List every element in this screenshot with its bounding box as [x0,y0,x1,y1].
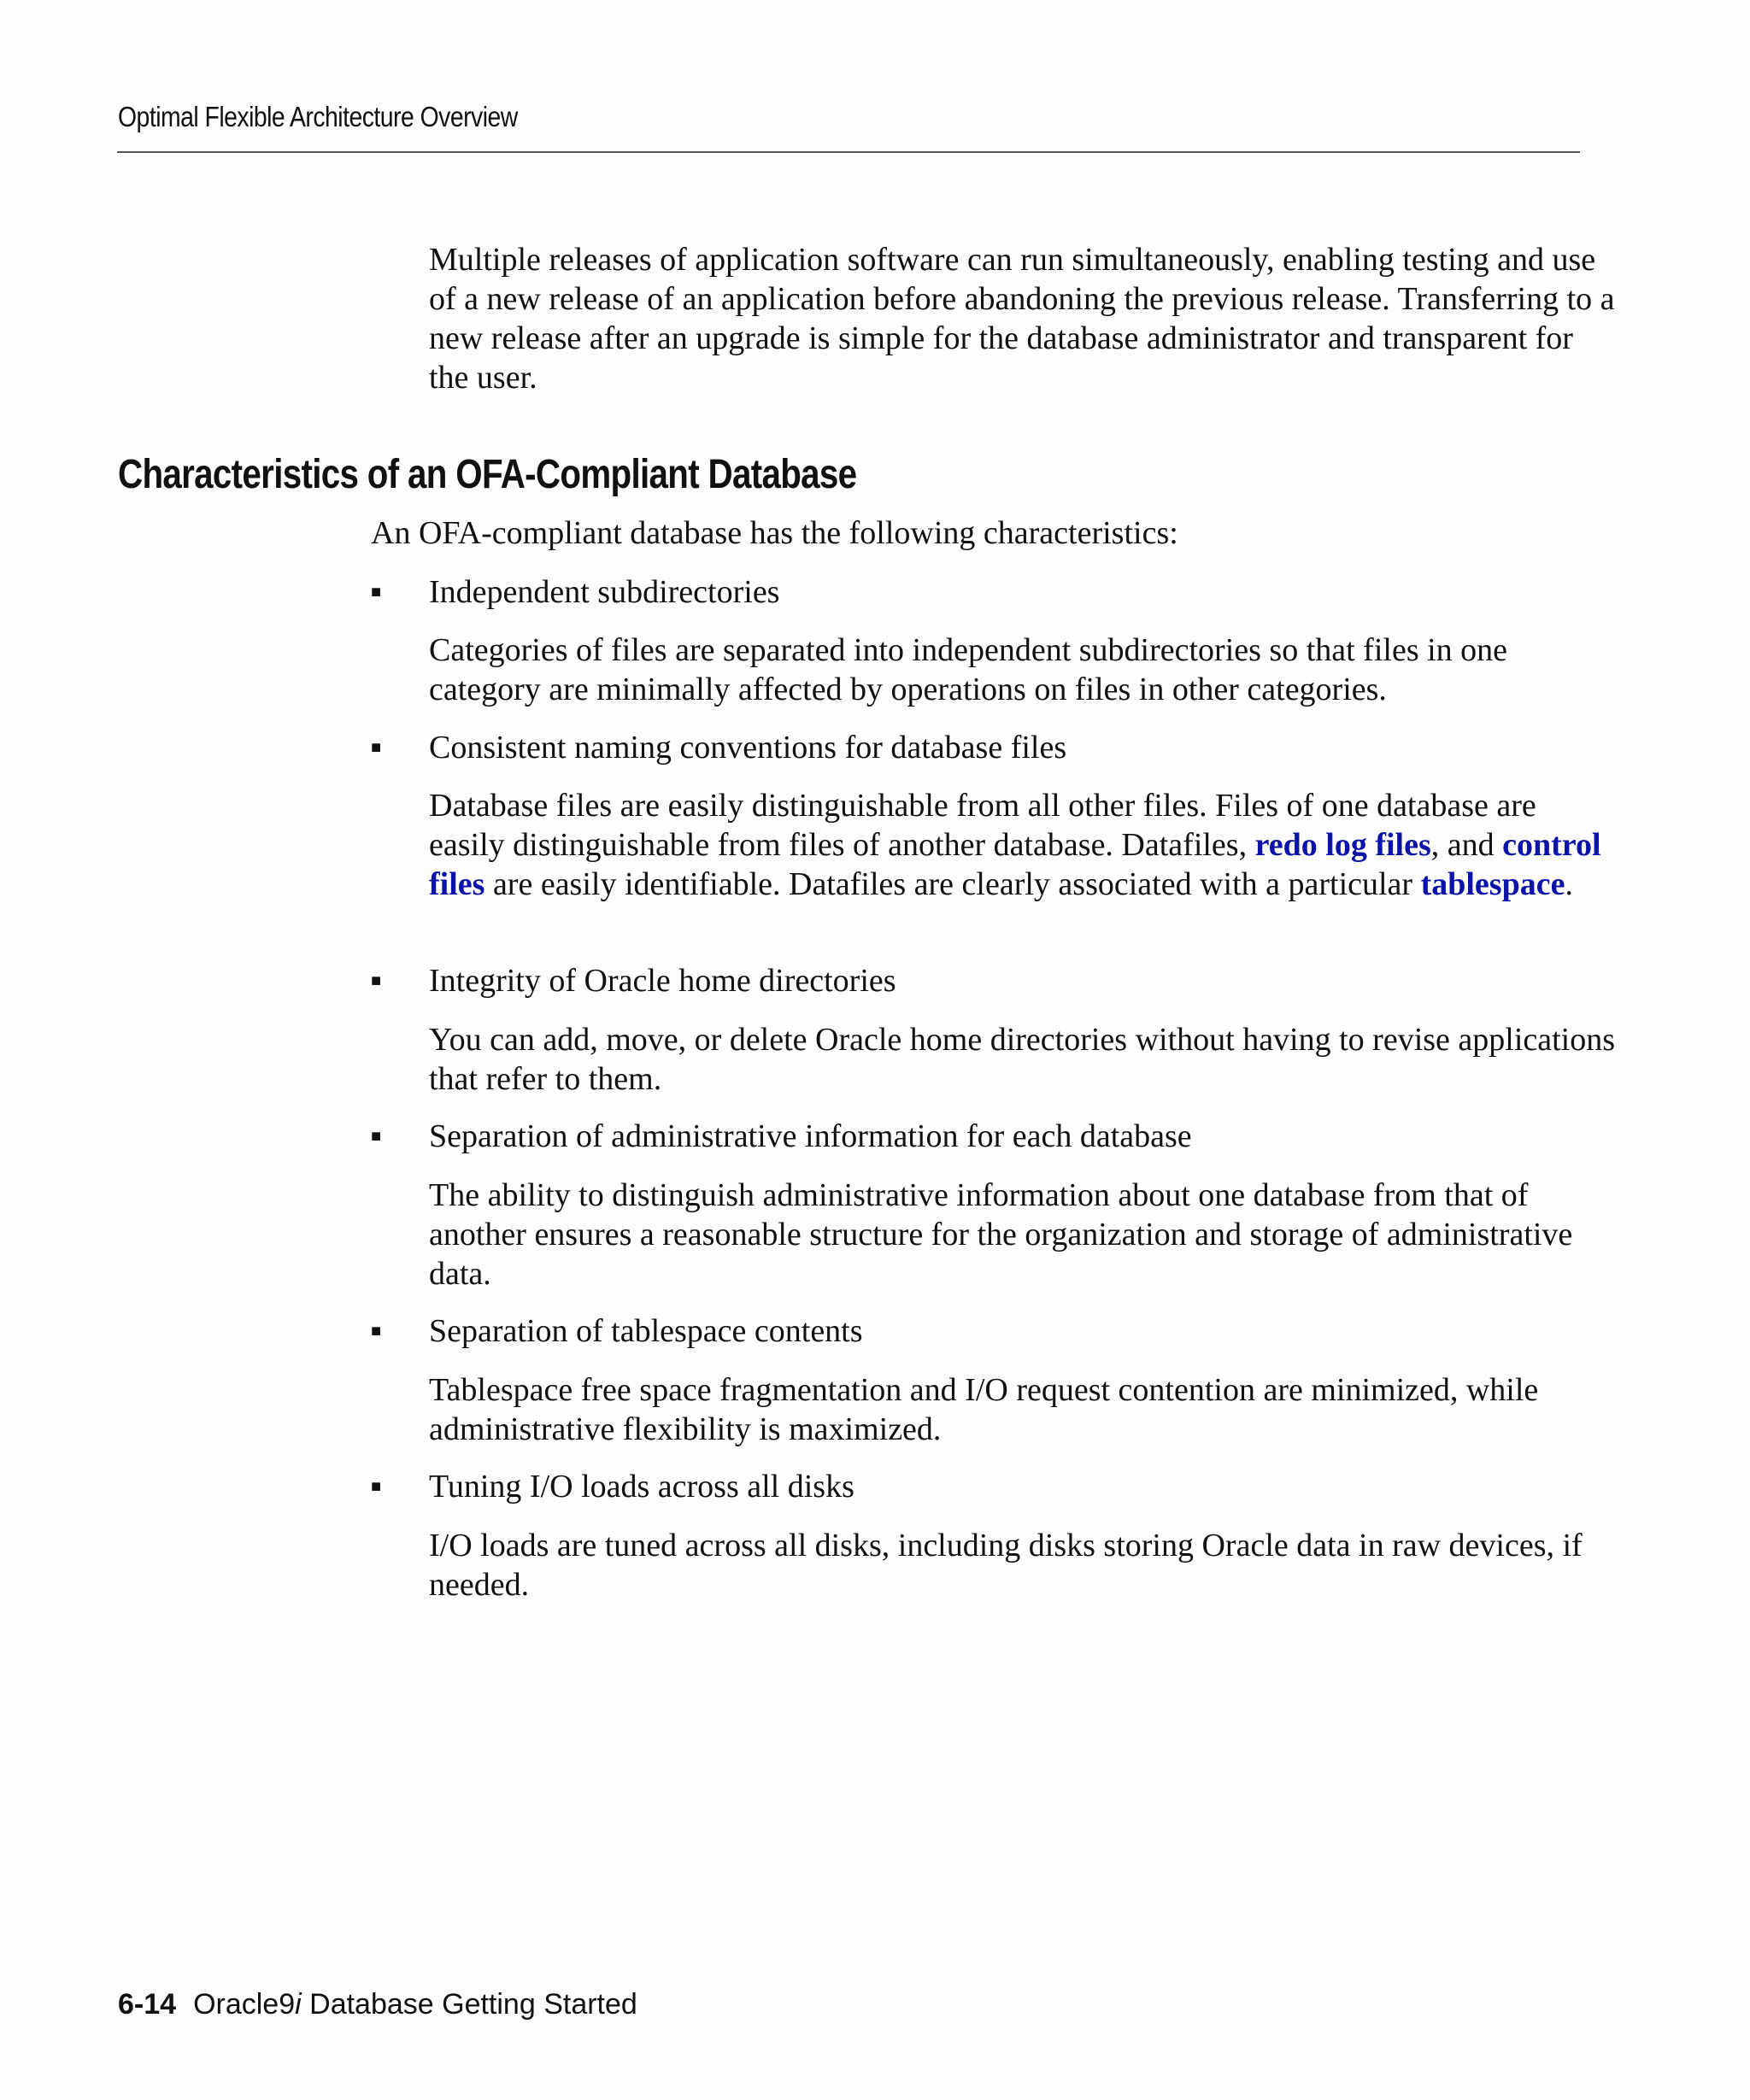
list-item-heading [371,1311,863,1351]
list-item-description: I/O loads are tuned across all disks, including disks storing Oracle data in raw devices, if needed. [429,1528,1583,1603]
list-item-description [429,786,1617,904]
item-heading-text: Tuning I/O loads across all disks [429,1469,854,1505]
list-item-heading [371,961,896,1000]
list-item-heading [371,1117,1192,1156]
item-heading-text: Consistent naming conventions for database files [429,730,1067,766]
bullet-icon: ■ [371,971,382,990]
description-text: Database files are easily distinguishable from all other files. Files of one database are easily distinguishable from files of another database. Datafiles, [429,788,1536,863]
list-item-description: Tablespace free space fragmentation and I/O request contention are minimized, while administrative flexibility is maximized. [429,1372,1539,1447]
book-title-suffix: Database Getting Started [301,1988,637,2021]
item-heading-text: Independent subdirectories [429,574,780,610]
page-number: 6-14 [118,1988,177,2021]
description-text: . [1565,866,1573,902]
bullet-icon: ■ [371,1477,382,1496]
bullet-icon: ■ [371,583,382,601]
list-item-description: Categories of files are separated into independent subdirectories so that files in one category are minimally affected by operations on files in other categories. [429,632,1508,707]
description-text: , and [1430,827,1503,863]
redo-log-files-link[interactable]: redo log files [1254,827,1431,863]
section-title: Characteristics of an OFA-Compliant Database [118,452,857,497]
tablespace-link[interactable]: tablespace [1420,866,1565,902]
bullet-icon: ■ [371,1322,382,1340]
book-title-prefix: Oracle9 [193,1988,296,2021]
list-item-description: You can add, move, or delete Oracle home directories without having to revise applications that refer to them. [429,1022,1616,1097]
section-lead: An OFA-compliant database has the following characteristics: [371,515,1178,551]
description-text: are easily identifiable. Datafiles are clearly associated with a particular [484,866,1421,902]
item-heading-text: Separation of tablespace contents [429,1313,863,1349]
list-item-description: The ability to distinguish administrative information about one database from that of another ensures a reasonable structure for the organization and storage of administrative data. [429,1177,1573,1292]
list-item-heading [371,1467,854,1506]
control-files-link[interactable]: control files [429,827,1601,902]
list-item-heading [371,728,1066,767]
bullet-icon: ■ [371,738,382,757]
header-rule [117,151,1580,153]
intro-paragraph: Multiple releases of application software can run simultaneously, enabling testing and use of a new release of an application before abandoning the previous release. Transferring to a new release after an upgrade is simple for the database administrator and transparent for the user. [429,242,1615,396]
book-title-italic: i [295,1988,302,2021]
bullet-icon: ■ [371,1127,382,1146]
item-heading-text: Separation of administrative information for each database [429,1118,1192,1154]
list-item-heading [371,572,779,612]
page-footer [118,1986,637,2023]
item-heading-text: Integrity of Oracle home directories [429,963,896,999]
running-header: Optimal Flexible Architecture Overview [118,101,518,132]
